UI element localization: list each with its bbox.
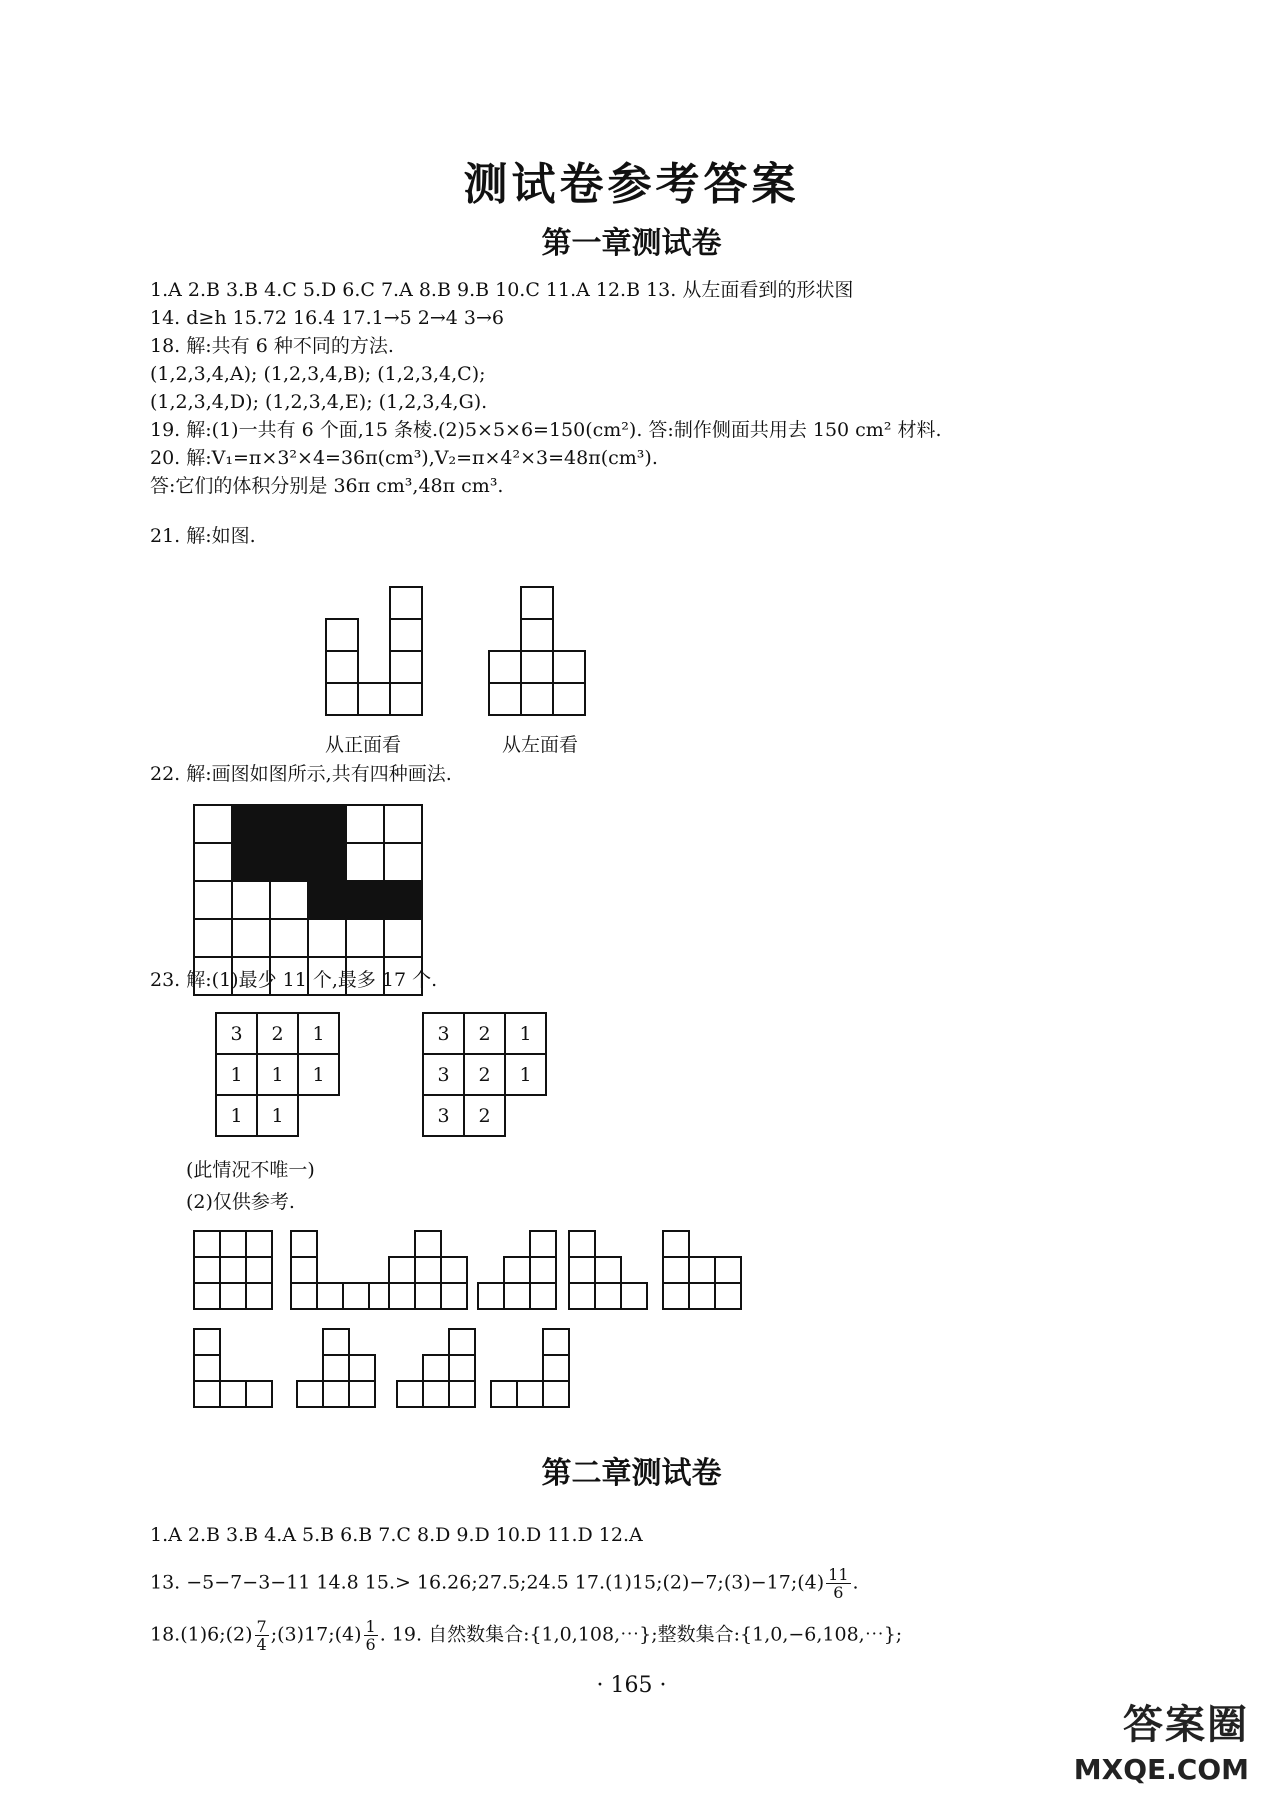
answer-line: 14. d≥h 15.72 16.4 17.1→5 2→4 3→6 <box>150 307 504 329</box>
grid-cell <box>219 1282 247 1310</box>
caption-left-view: 从左面看 <box>502 734 579 756</box>
grid-cell <box>448 1328 476 1356</box>
grid-cell <box>345 918 385 958</box>
grid-cell <box>383 842 423 882</box>
grid-cell <box>568 1230 596 1258</box>
grid-cell <box>383 918 423 958</box>
fraction <box>826 1566 850 1601</box>
grid-cell <box>345 880 385 920</box>
grid-cell <box>348 1354 376 1382</box>
number-cell: 1 <box>256 1053 299 1096</box>
grid-cell <box>529 1282 557 1310</box>
grid-cell <box>296 1380 324 1408</box>
grid-cell <box>414 1282 442 1310</box>
answer-line: 1.A 2.B 3.B 4.A 5.B 6.B 7.C 8.D 9.D 10.D 11.D 12.A <box>150 1524 643 1546</box>
caption-front-view: 从正面看 <box>325 734 402 756</box>
grid-cell <box>389 586 423 620</box>
grid-cell <box>448 1354 476 1382</box>
page-number: · 165 · <box>596 1673 667 1698</box>
grid-cell <box>193 1354 221 1382</box>
grid-cell <box>307 918 347 958</box>
grid-cell <box>290 1282 318 1310</box>
grid-cell <box>520 586 554 620</box>
grid-cell <box>290 1230 318 1258</box>
grid-cell <box>193 804 233 844</box>
grid-cell <box>269 880 309 920</box>
grid-cell <box>219 1256 247 1284</box>
grid-cell <box>342 1282 370 1310</box>
fraction-numerator: 7 <box>256 1617 267 1636</box>
number-cell: 3 <box>422 1094 465 1137</box>
grid-cell <box>542 1328 570 1356</box>
grid-cell <box>388 1256 416 1284</box>
fraction-numerator: 11 <box>828 1565 849 1584</box>
grid-cell <box>529 1256 557 1284</box>
answer-text: 18.(1)6;(2) <box>150 1623 253 1646</box>
page-title: 测试卷参考答案 <box>463 159 800 210</box>
grid-cell <box>193 1230 221 1258</box>
fraction-denominator: 6 <box>833 1583 844 1602</box>
chapter1-heading: 第一章测试卷 <box>541 226 722 261</box>
grid-cell <box>193 1256 221 1284</box>
grid-cell <box>193 842 233 882</box>
grid-cell <box>307 842 347 882</box>
answer-line: 18. 解:共有 6 种不同的方法. <box>150 335 394 357</box>
grid-cell <box>193 1282 221 1310</box>
answer-line: (1,2,3,4,A); (1,2,3,4,B); (1,2,3,4,C); <box>150 363 486 385</box>
fraction <box>255 1618 269 1653</box>
grid-cell <box>448 1380 476 1408</box>
note-not-unique: (此情况不唯一) <box>186 1159 315 1181</box>
grid-cell <box>503 1282 531 1310</box>
fraction-denominator: 4 <box>256 1635 267 1654</box>
number-cell: 1 <box>256 1094 299 1137</box>
answer-line: 23. 解:(1)最少 11 个,最多 17 个. <box>150 969 438 991</box>
grid-cell <box>542 1354 570 1382</box>
grid-cell <box>245 1230 273 1258</box>
grid-cell <box>594 1256 622 1284</box>
grid-cell <box>688 1256 716 1284</box>
grid-cell <box>388 1282 416 1310</box>
grid-cell <box>568 1282 596 1310</box>
answer-line <box>150 1618 902 1653</box>
grid-cell <box>383 804 423 844</box>
grid-cell <box>488 682 522 716</box>
grid-cell <box>477 1282 505 1310</box>
answer-line: 22. 解:画图如图所示,共有四种画法. <box>150 763 452 785</box>
number-cell: 1 <box>297 1012 340 1055</box>
answer-line: 19. 解:(1)一共有 6 个面,15 条棱.(2)5×5×6=150(cm²). 答:制作侧面共用去 150 cm² 材料. <box>150 419 942 441</box>
answer-text: ;(3)17;(4) <box>270 1623 362 1646</box>
grid-cell <box>383 880 423 920</box>
grid-cell <box>662 1256 690 1284</box>
grid-cell <box>396 1380 424 1408</box>
grid-cell <box>307 804 347 844</box>
grid-cell <box>662 1230 690 1258</box>
fraction-numerator: 1 <box>365 1617 376 1636</box>
grid-cell <box>245 1380 273 1408</box>
answer-line <box>150 1566 859 1601</box>
grid-cell <box>490 1380 518 1408</box>
grid-cell <box>193 1380 221 1408</box>
grid-cell <box>269 842 309 882</box>
grid-cell <box>193 1328 221 1356</box>
grid-cell <box>231 918 271 958</box>
grid-cell <box>568 1256 596 1284</box>
grid-cell <box>290 1256 318 1284</box>
answer-line: 20. 解:V₁=π×3²×4=36π(cm³),V₂=π×4²×3=48π(cm³). <box>150 447 658 469</box>
grid-cell <box>219 1230 247 1258</box>
grid-cell <box>488 650 522 684</box>
number-cell: 2 <box>463 1053 506 1096</box>
grid-cell <box>193 918 233 958</box>
number-cell: 1 <box>215 1053 258 1096</box>
grid-cell <box>322 1328 350 1356</box>
note-reference: (2)仅供参考. <box>186 1191 295 1213</box>
number-cell: 2 <box>256 1012 299 1055</box>
grid-cell <box>245 1282 273 1310</box>
fraction-denominator: 6 <box>365 1635 376 1654</box>
number-cell: 1 <box>215 1094 258 1137</box>
grid-cell <box>322 1380 350 1408</box>
grid-cell <box>345 842 385 882</box>
grid-cell <box>440 1282 468 1310</box>
grid-cell <box>325 650 359 684</box>
grid-cell <box>345 804 385 844</box>
grid-cell <box>269 804 309 844</box>
answer-line: 21. 解:如图. <box>150 525 256 547</box>
answer-line: (1,2,3,4,D); (1,2,3,4,E); (1,2,3,4,G). <box>150 391 488 413</box>
number-cell: 1 <box>297 1053 340 1096</box>
number-cell: 1 <box>504 1012 547 1055</box>
grid-cell <box>552 682 586 716</box>
grid-cell <box>688 1282 716 1310</box>
grid-cell <box>389 682 423 716</box>
grid-cell <box>414 1256 442 1284</box>
grid-cell <box>520 650 554 684</box>
number-cell: 3 <box>215 1012 258 1055</box>
grid-cell <box>520 618 554 652</box>
grid-cell <box>542 1380 570 1408</box>
grid-cell <box>414 1230 442 1258</box>
grid-cell <box>440 1256 468 1284</box>
grid-cell <box>316 1282 344 1310</box>
number-cell: 3 <box>422 1012 465 1055</box>
grid-cell <box>529 1230 557 1258</box>
grid-cell <box>219 1380 247 1408</box>
chapter2-heading: 第二章测试卷 <box>541 1456 722 1491</box>
fraction <box>364 1618 378 1653</box>
grid-cell <box>516 1380 544 1408</box>
grid-cell <box>245 1256 273 1284</box>
grid-cell <box>594 1282 622 1310</box>
grid-cell <box>389 650 423 684</box>
number-cell: 2 <box>463 1012 506 1055</box>
grid-cell <box>193 880 233 920</box>
answer-text: . 19. 自然数集合:{1,0,108,⋯};整数集合:{1,0,−6,108,⋯}; <box>379 1623 903 1646</box>
number-cell: 2 <box>463 1094 506 1137</box>
grid-cell <box>231 804 271 844</box>
grid-cell <box>422 1380 450 1408</box>
grid-cell <box>714 1256 742 1284</box>
grid-cell <box>389 618 423 652</box>
grid-cell <box>307 880 347 920</box>
grid-cell <box>269 918 309 958</box>
number-cell: 3 <box>422 1053 465 1096</box>
grid-cell <box>322 1354 350 1382</box>
grid-cell <box>714 1282 742 1310</box>
grid-cell <box>325 682 359 716</box>
answer-text: 13. −5−7−3−11 14.8 15.> 16.26;27.5;24.5 17.(1)15;(2)−7;(3)−17;(4) <box>150 1571 825 1594</box>
answer-line: 答:它们的体积分别是 36π cm³,48π cm³. <box>150 475 504 497</box>
grid-cell <box>231 880 271 920</box>
grid-cell <box>422 1354 450 1382</box>
grid-cell <box>348 1380 376 1408</box>
grid-cell <box>231 842 271 882</box>
grid-cell <box>357 682 391 716</box>
grid-cell <box>620 1282 648 1310</box>
grid-cell <box>503 1256 531 1284</box>
watermark-url: MXQE.COM <box>1073 1753 1249 1786</box>
watermark-logo: 答案圈 <box>1123 1702 1249 1748</box>
answer-text: . <box>852 1571 859 1594</box>
answer-line: 1.A 2.B 3.B 4.C 5.D 6.C 7.A 8.B 9.B 10.C 11.A 12.B 13. 从左面看到的形状图 <box>150 279 854 301</box>
grid-cell <box>552 650 586 684</box>
grid-cell <box>662 1282 690 1310</box>
grid-cell <box>325 618 359 652</box>
number-cell: 1 <box>504 1053 547 1096</box>
grid-cell <box>520 682 554 716</box>
